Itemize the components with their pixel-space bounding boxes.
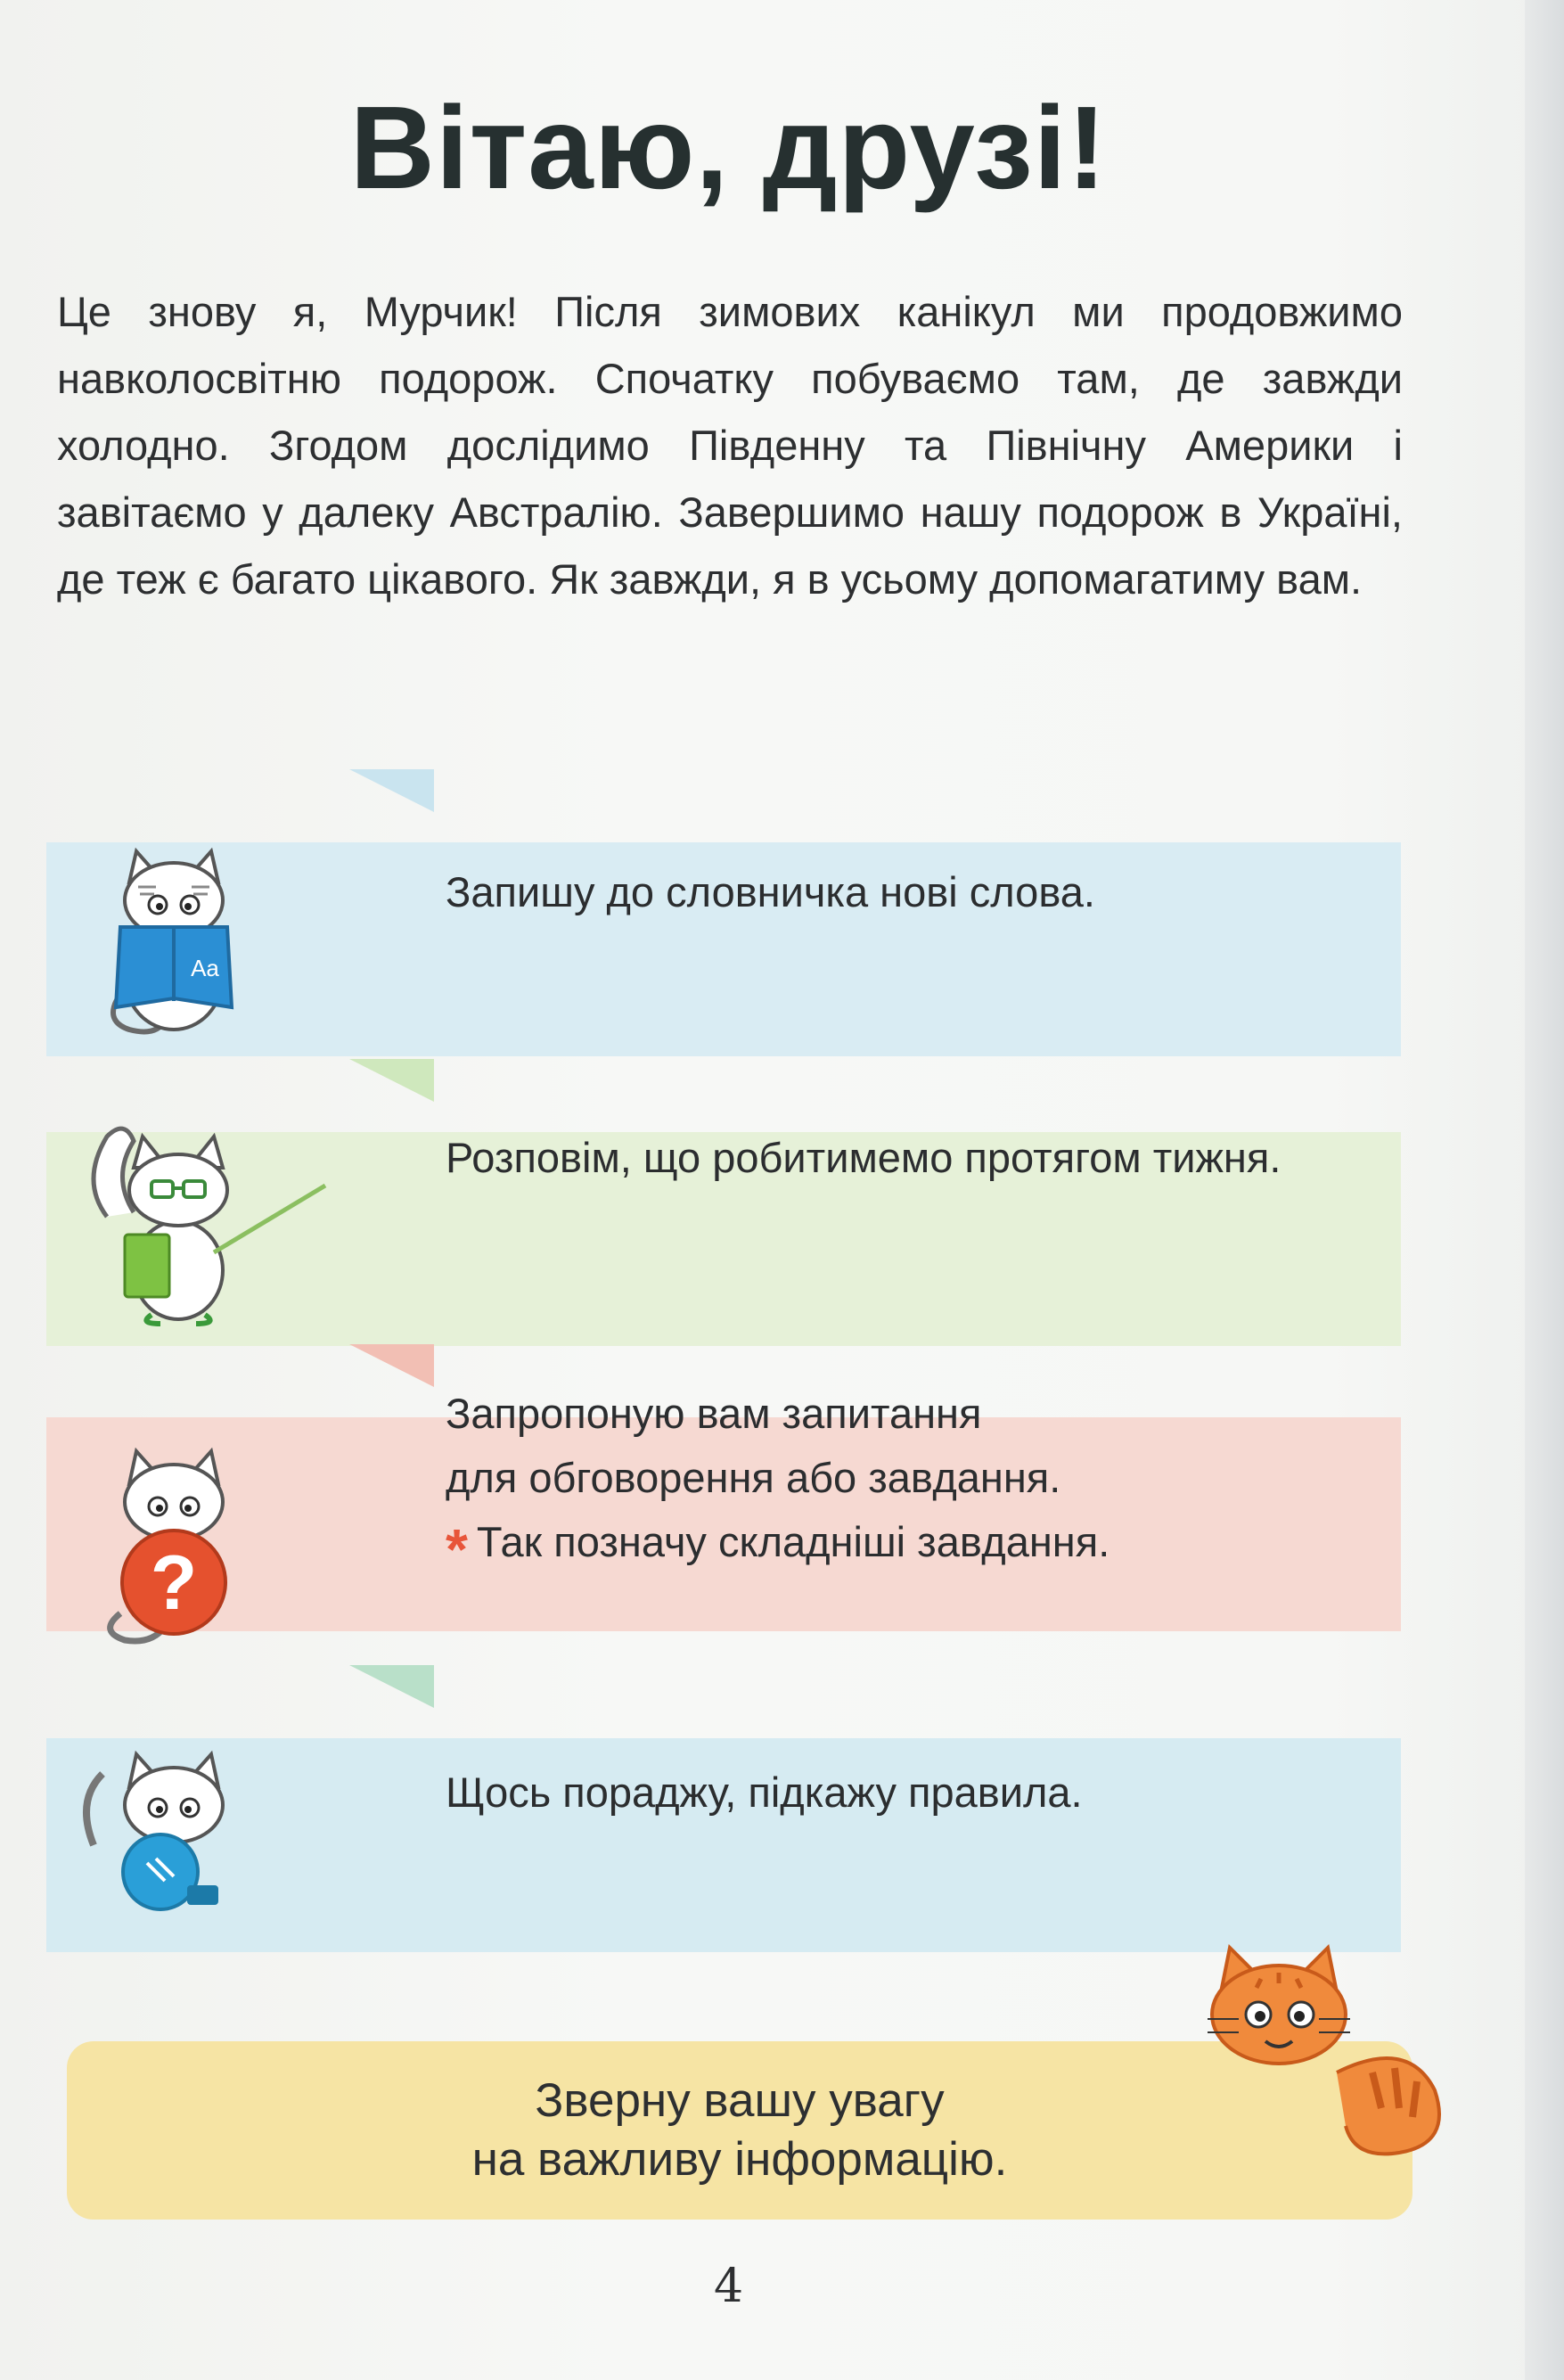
legend-plan-text: Розповім, що робитимемо протягом тижня.: [446, 1134, 1281, 1181]
orange-cat-icon: [1203, 1939, 1457, 2166]
cat-question-mark-icon: [85, 1444, 254, 1649]
notice-line2: на важливу інформацію.: [471, 2133, 1008, 2186]
star-description: Так позначу складніші завдання.: [476, 1518, 1110, 1565]
page-number: 4: [713, 2260, 744, 2313]
book-label: Aa: [191, 955, 219, 981]
cat-teacher-pointer-icon: [71, 1119, 339, 1342]
legend-questions-star-line: [446, 1510, 1110, 1581]
band-flag: [349, 1059, 434, 1102]
band-flag: [349, 769, 434, 812]
page-edge: [1525, 0, 1564, 2380]
legend-questions-text: [446, 1382, 1110, 1581]
page-title: Вітаю, друзі!: [349, 82, 1108, 213]
intro-paragraph: Це знову я, Мурчик! Після зимових канікул ми продовжимо навколосвітню подорож. Спочатку побуваємо там, де завжди холодно. Згодом дослідимо Південну та Північну Америки і завітаємо у далеку Австралію. Завершимо нашу подорож в Україні, де теж є багато цікавого. Як завжди, я в усьому допомагатиму вам.: [57, 288, 1403, 603]
legend-dictionary-text: Запишу до словничка нові слова.: [446, 868, 1095, 915]
star-icon: *: [446, 1517, 468, 1581]
legend-questions-line2: для обговорення або завдання.: [446, 1454, 1061, 1501]
cat-lightbulb-icon: [76, 1747, 254, 1916]
notice-line1: Зверну вашу увагу: [535, 2074, 945, 2127]
band-flag: [349, 1344, 434, 1387]
question-mark-label: ?: [150, 1540, 198, 1626]
band-flag: [349, 1665, 434, 1708]
cat-reading-book-icon: [85, 842, 254, 1038]
legend-advice-text: Щось пораджу, підкажу правила.: [446, 1769, 1083, 1816]
legend-questions-line1: Запропоную вам запитання: [446, 1390, 982, 1437]
